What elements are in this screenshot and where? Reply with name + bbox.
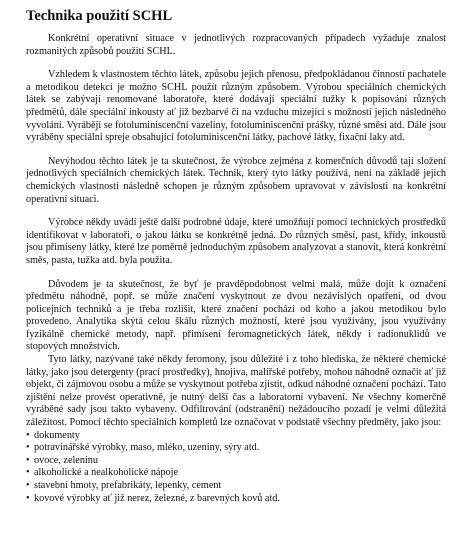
bullet-icon: •: [26, 467, 30, 479]
bullet-icon: •: [26, 480, 30, 491]
bullet-icon: •: [26, 492, 30, 504]
paragraph-reason: Důvodem je ta skutečnost, že byť je pravděpodobnost velmi malá, může dojít k označení předmětu náhodně, popř. se může značení vyskytnout ze dvou nezávislých opatření, od dvou policejních techniků a je třeba rozlišit, které značení pochází od koho a jakou metodikou bylo provedeno. Analytika skýtá celou škálu různých možností, které jsou využívány, jsou využívány fyzikálně chemické metody, např. přimísení feromagnetických látek, někdy i radionuklidů ve stopových množstvích.: [26, 278, 446, 353]
paragraph-production: Vzhledem k vlastnostem těchto látek, způsobu jejich přenosu, předpokládanou činností pachatele a metodikou detekcí je možno SCHL použít různým způsobem. Výrobou speciálních chemických látek se zabývají renomované laboratoře, které dodávají speciální tužky k popisování různých předmětů, dále speciální inkousty ať již bezbarvé či na vzduchu mizející s možností jejich následného vyvolání. Vyrábějí se fotoluminiscenční vazelíny, fotoluminiscenční prášky, různé směsi atd. Dále jsou vyráběny speciální spreje obsahující fotoluminiscenční látky, pachové látky, fixační laky atd.: [26, 69, 446, 144]
paragraph-feromones: Tyto látky, nazývané také někdy feromony, jsou důležité i z toho hlediska, že některé chemické látky, jako jsou detergenty (prací prostředky), hnojiva, malířské potřeby, mohou náhodně označit ať již objekt, či zájmovou osobu a může se vyskytnout potřeba zjistit, odkud náhodné označení pochází. Tato zjištění nelze provést operativně, je nutný delší čas a laboratorní vybavení. Ne všechny komerčně vyráběné sady jsou takto vybaveny. Odfiltrování (odstranění) nežádoucího pozadí je velmi důležitá záležitost. Pomocí těchto speciálních kompletů lze označovat v podstatě všechny předměty, jako jsou:: [26, 354, 446, 429]
list-item: • potravinářské výrobky, maso, mléko, uzeniny, sýry atd.: [26, 442, 260, 454]
paragraph-disadvantage: Nevýhodou těchto látek je ta skutečnost, že výrobce zejména z komerčních důvodů tají složení jednotlivých speciálních chemických látek. Technik, který tyto látky používá, není na základě jejich chemických vlastností následně schopen je různým způsobem upravovat v závislosti na konkrétní operativní situaci.: [26, 155, 446, 205]
paragraph-intro: Konkrétní operativní situace v jednotlivých rozpracovaných případech vyžaduje znalost rozmanitých způsobů použití SCHL.: [26, 33, 446, 57]
items-list: [26, 430, 446, 506]
bullet-icon: •: [26, 429, 30, 441]
bullet-icon: •: [26, 454, 30, 466]
list-item: • ovoce, zeleninu: [26, 454, 98, 466]
list-item: • dokumenty: [26, 429, 80, 441]
paragraph-identification: Výrobce někdy uvádí ještě další podrobné údaje, které umožňují pomocí technických prostředků identifikovat v laboratoři, o jakou látku se konkrétně jedná. Do různých směsí, past, křídy, inkoustů jsou přimíseny látky, které lze poměrně jednoduchým způsobem analyzovat a stanovit, která konkrétní směs, pasta, tužka atd. byla použita.: [26, 217, 446, 266]
list-item: • stavební hmoty, prefabrikáty, lepenky, cement: [26, 480, 222, 491]
list-item: • alkoholické a nealkoholické nápoje: [26, 467, 178, 479]
page-title: Technika použití SCHL: [26, 8, 173, 24]
bullet-icon: •: [26, 442, 30, 454]
list-item: • kovové výrobky ať již nerez, železné, z barevných kovů atd.: [26, 492, 280, 504]
